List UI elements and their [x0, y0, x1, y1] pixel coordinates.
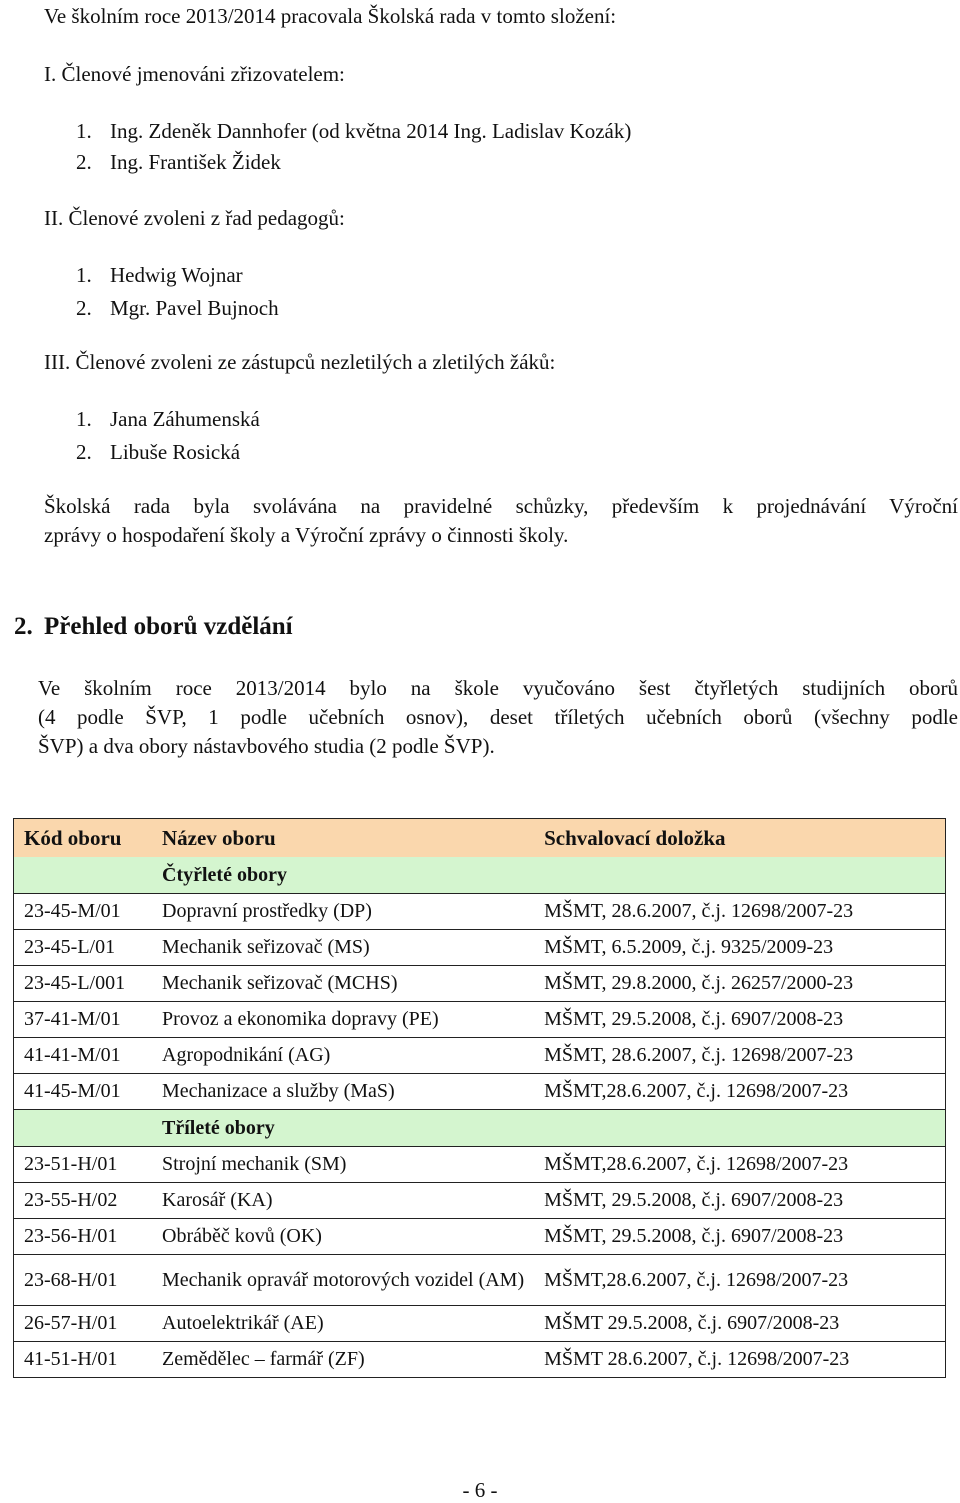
table-row — [14, 1147, 946, 1183]
cell-name: Agropodnikání (AG) — [152, 1038, 534, 1074]
table-row — [14, 1074, 946, 1110]
cell-approval: MŠMT,28.6.2007, č.j. 12698/2007-23 — [534, 1147, 945, 1183]
section-heading: II. Členové zvoleni z řad pedagogů: — [44, 206, 345, 230]
group-label: Tříleté obory — [152, 1110, 534, 1147]
cell-name: Provoz a ekonomika dopravy (PE) — [152, 1002, 534, 1038]
list-item-number: 1. — [76, 407, 92, 431]
section-title-text: Přehled oborů vzdělání — [44, 613, 293, 640]
list-item — [76, 265, 243, 286]
header-code: Kód oboru — [14, 819, 153, 858]
cell-code: 23-68-H/01 — [14, 1255, 153, 1306]
cell-name: Mechanik seřizovač (MCHS) — [152, 966, 534, 1002]
cell-approval: MŠMT, 28.6.2007, č.j. 12698/2007-23 — [534, 1038, 945, 1074]
section-title — [14, 614, 293, 639]
list-item-number: 1. — [76, 119, 92, 143]
cell-name: Obráběč kovů (OK) — [152, 1219, 534, 1255]
cell-code: 41-51-H/01 — [14, 1342, 153, 1378]
list-item-text: Ing. František Židek — [110, 150, 281, 174]
list-item — [76, 121, 631, 142]
cell-approval: MŠMT, 29.8.2000, č.j. 26257/2000-23 — [534, 966, 945, 1002]
list-item — [76, 152, 281, 173]
list-item-number: 1. — [76, 263, 92, 287]
header-approval: Schvalovací doložka — [534, 819, 945, 858]
cell-approval: MŠMT, 28.6.2007, č.j. 12698/2007-23 — [534, 894, 945, 930]
council-paragraph — [44, 492, 958, 550]
table-row — [14, 1002, 946, 1038]
table-row — [14, 966, 946, 1002]
cell-code: 37-41-M/01 — [14, 1002, 153, 1038]
list-item-number: 2. — [76, 440, 92, 464]
paragraph-line: Ve školním roce 2013/2014 bylo na škole vyučováno šest čtyřletých studijních oborů — [38, 676, 958, 700]
cell-name: Mechanik opravář motorových vozidel (AM) — [152, 1255, 534, 1306]
section-title-number: 2. — [14, 613, 33, 640]
cell-approval: MŠMT, 29.5.2008, č.j. 6907/2008-23 — [534, 1219, 945, 1255]
cell-code: 41-41-M/01 — [14, 1038, 153, 1074]
fields-paragraph — [38, 674, 958, 761]
cell-approval: MŠMT 28.6.2007, č.j. 12698/2007-23 — [534, 1342, 945, 1378]
cell-approval: MŠMT, 29.5.2008, č.j. 6907/2008-23 — [534, 1002, 945, 1038]
cell-approval: MŠMT, 6.5.2009, č.j. 9325/2009-23 — [534, 930, 945, 966]
list-item — [76, 442, 240, 463]
cell-name: Zemědělec – farmář (ZF) — [152, 1342, 534, 1378]
section-heading: I. Členové jmenováni zřizovatelem: — [44, 62, 345, 86]
cell-code: 41-45-M/01 — [14, 1074, 153, 1110]
cell-approval: MŠMT,28.6.2007, č.j. 12698/2007-23 — [534, 1074, 945, 1110]
group-row — [14, 1110, 946, 1147]
table-row — [14, 894, 946, 930]
table-row — [14, 1255, 946, 1306]
list-item-text: Jana Záhumenská — [110, 407, 260, 431]
list-item-text: Ing. Zdeněk Dannhofer (od května 2014 Ing. Ladislav Kozák) — [110, 119, 632, 143]
table-row — [14, 1306, 946, 1342]
intro-text: Ve školním roce 2013/2014 pracovala Školská rada v tomto složení: — [44, 4, 617, 28]
cell-code: 23-55-H/02 — [14, 1183, 153, 1219]
table-row — [14, 1342, 946, 1378]
group-row — [14, 857, 946, 894]
cell-name: Mechanik seřizovač (MS) — [152, 930, 534, 966]
header-name: Název oboru — [152, 819, 534, 858]
table-row — [14, 930, 946, 966]
table-row — [14, 1219, 946, 1255]
fields-table — [13, 818, 946, 1378]
cell-name: Mechanizace a služby (MaS) — [152, 1074, 534, 1110]
cell-approval: MŠMT,28.6.2007, č.j. 12698/2007-23 — [534, 1255, 945, 1306]
cell-name: Autoelektrikář (AE) — [152, 1306, 534, 1342]
list-item-number: 2. — [76, 150, 92, 174]
paragraph-line: ŠVP) a dva obory nástavbového studia (2 podle ŠVP). — [38, 734, 495, 758]
cell-name: Dopravní prostředky (DP) — [152, 894, 534, 930]
cell-approval: MŠMT, 29.5.2008, č.j. 6907/2008-23 — [534, 1183, 945, 1219]
table-header-row — [14, 819, 946, 858]
page-number: - 6 - — [462, 1478, 498, 1502]
cell-approval: MŠMT 29.5.2008, č.j. 6907/2008-23 — [534, 1306, 945, 1342]
paragraph-line: Školská rada byla svolávána na pravidelné schůzky, především k projednávání Výroční — [44, 494, 958, 518]
cell-code: 23-56-H/01 — [14, 1219, 153, 1255]
cell-code: 26-57-H/01 — [14, 1306, 153, 1342]
cell-code: 23-45-L/001 — [14, 966, 153, 1002]
paragraph-line: (4 podle ŠVP, 1 podle učebních osnov), deset tříletých učebních oborů (všechny podle — [38, 705, 958, 729]
cell-name: Karosář (KA) — [152, 1183, 534, 1219]
group-label: Čtyřleté obory — [152, 857, 534, 894]
cell-name: Strojní mechanik (SM) — [152, 1147, 534, 1183]
list-item — [76, 298, 279, 319]
cell-code: 23-51-H/01 — [14, 1147, 153, 1183]
section-heading: III. Členové zvoleni ze zástupců nezletilých a zletilých žáků: — [44, 350, 556, 374]
list-item-text: Libuše Rosická — [110, 440, 241, 464]
list-item-number: 2. — [76, 296, 92, 320]
cell-code: 23-45-L/01 — [14, 930, 153, 966]
list-item-text: Mgr. Pavel Bujnoch — [110, 296, 279, 320]
table-row — [14, 1038, 946, 1074]
list-item-text: Hedwig Wojnar — [110, 263, 243, 287]
cell-code: 23-45-M/01 — [14, 894, 153, 930]
list-item — [76, 409, 260, 430]
paragraph-line: zprávy o hospodaření školy a Výroční zprávy o činnosti školy. — [44, 523, 569, 547]
table-row — [14, 1183, 946, 1219]
